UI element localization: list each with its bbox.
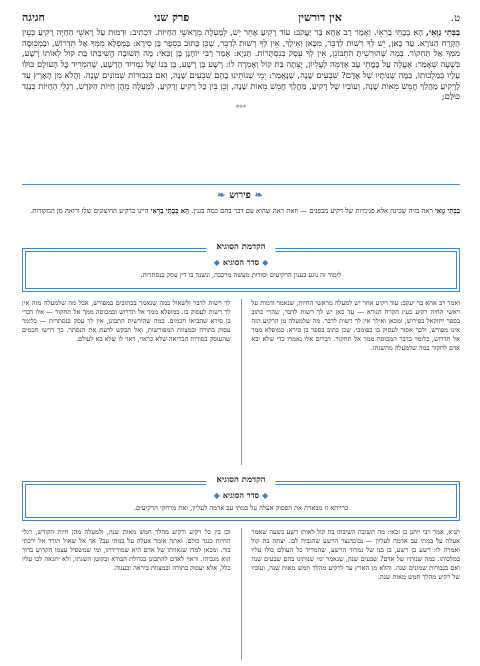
intro-box-title: הקדמת הסוגיא	[206, 241, 275, 252]
chapter-name: אין דורשין	[298, 11, 342, 24]
commentary-columns-1	[22, 299, 460, 465]
pirush-dibur1: בַבְּתֵי גַוָּאֵי	[435, 207, 460, 215]
commentary-col-right: ואמר רב אחא בר יעקב: עוד רקיע אחר יש למעלה מראשי החיות, שנאמר ודמות על ראשי החיה רקיע כעין הקרח הנורא — עד כאן יש לך רשות לדבר, שהרי כתוב בספר יחזקאל בפירוש, ומכאן ואילך אין לך רשות לדבר. מה שלמעלה מן הרקיע הזה אינו מפורש, ולכך אסור לעסוק בו בפומבי. שכן כתוב בספר בן סירא: במופלא ממך אל תדרוש, כלומר בדבר המכוסה ממך אל תחקור. דברים אלו נאמרו כדי שלא יבא אדם לחקור במה שלמעלה מהשגתו.	[251, 299, 460, 353]
commentary-col-left: וכן בין כל רקיע ורקיע מהלך חמש מאות שנה, ולמעלה מהן חיות הקודש, רגלי החיות כנגד כולם. ואתה אומר אעלה על במתי עב? אך אל שאול תורד אל ירכתי בור. ומכאן למדו שגאוותו של אדם היא שמורידתו, ומי שמשפיל עצמו הקדוש ברוך הוא מגביהו. וראוי לאדם להתבונן בגדולת הבורא ובקוטן השגתו, ולא יתגאה לבו עליו כלל, אלא יעסוק בתורה ובמצוות ביראה ובענוה.	[22, 528, 231, 573]
commentary-col-left: לך רשות לדבר ולשאול במה שנאמר בכתובים במפורש, אבל מה שלמעלה מזה אין לך רשות לעסוק בו. במופלא ממך אל תדרוש ובמכוסה ממך אל תחקור — אלו דברי בן סירא שהביאו חכמים. במה שהורשית התבונן, אין לך עסק בנסתרות — כלומר עסוק בתורה ובמצוות המפורשות, ואל תבקש לדעת את הנסתר. כך דרשו חכמים שהעוסק בסודות הבריאה שלא כראוי, ראוי לו שלא בא לעולם.	[22, 299, 231, 344]
commentary-col-right: תניא, אמר רבי יוחנן בן זכאי: מה תשובה השיבתו בת קול לאותו רשע בשעה שאמר אעלה על במתי עב אדמה לעליון — נבוכדנצר הרשע שהגביה לבו. יצתה בת קול ואמרה לו: רשע בן רשע, בן בנו של נמרוד הרשע, שהמריד כל העולם כולו עליו במלכותו. כמה שנותיו של אדם? שבעים שנה, שנאמר ימי שנותינו בהם שבעים שנה ואם בגבורות שמונים שנה. והלא מן הארץ עד לרקיע מהלך חמש מאות שנה, ועוביו של רקיע מהלך חמש מאות שנה.	[251, 528, 460, 582]
divider-line	[22, 184, 460, 185]
perek-label: פרק שני	[153, 11, 190, 24]
pirush-title: פירוש	[229, 190, 251, 201]
intro-box-subtitle: ◆סדר הסוגיא◆	[213, 257, 269, 267]
masechet-name: חגיגה	[22, 11, 45, 24]
column-divider	[241, 528, 242, 660]
page-number: ט.	[450, 13, 460, 24]
intro-box-subtitle: ◆סדר הסוגיא◆	[213, 490, 269, 500]
intro-box-2	[22, 475, 460, 521]
intro-box-1	[22, 242, 460, 292]
pirush-dibur2: הָא בְבָתֵּי בַרְאֵי	[150, 207, 189, 215]
commentary-columns-2	[22, 528, 460, 660]
main-gemara-text	[22, 27, 460, 177]
subtitle-text: סדר הסוגיא	[222, 257, 260, 267]
intro-box-title: הקדמת הסוגיא	[206, 474, 275, 485]
intro-box-note: לימוד זה נוגע בענין הרקיעים וסודות מעשה מרכבה, ונשנה בו דין עסק בנסתרות.	[140, 271, 342, 279]
pirush-text1: ראה בזיה שכינה אלא פנימיות של רקיע מבפנים — וזאת ראה שהוא עם דבר בהם כמה בגנין.	[191, 207, 433, 215]
ornament-icon: ❧	[217, 190, 226, 201]
subtitle-text: סדר הסוגיא	[222, 490, 260, 500]
pirush-heading	[0, 190, 480, 201]
main-text-opening: בַבְּתֵי גַוָּאֵי,	[426, 27, 460, 37]
page-header	[22, 6, 460, 24]
column-divider	[241, 299, 242, 465]
intro-box-note: ברייתא זו מבארת את הפסוק אעלה על במתי עב אדמה לעליון, ואת מרחקי הרקיעים.	[133, 504, 349, 512]
pirush-text2: היינו ברקיע החיצונים שלו ורואה מן המקורות.	[30, 207, 149, 215]
ornament-icon: ❧	[254, 190, 263, 201]
main-text-body: הָא בְבָתֵּי בַרְאֵי. וְאָמַר רַב אַחָא בַּר יַעֲקֹב: עוֹד רָקִיעַ אַחֵר יֵשׁ, לְמַעְלָה מֵרָאשֵׁי הַחַיּוֹת. דִּכְתִיב: וּדְמוּת עַל רָאשֵׁי הַחַיָּה רָקִיעַ כְּעֵין הַקֶּרַח הַנּוֹרָא. עַד כָּאן, יֵשׁ לְךָ רְשׁוּת לְדַבֵּר, מִכָּאן וְאֵילָךְ, אֵין לְךָ רְשׁוּת לְדַבֵּר, שֶׁכֵּן כָּתוּב בְּסֵפֶר בֶּן סִירָא: בַּמֻּפְלָא מִמְּךָ אַל תִּדְרוֹשׁ, וּבַמְכוּסֶה מִמְּךָ אַל תַּחְקוֹר. בְּמַה שֶּׁהוּרְשֵׁיתָ הִתְבּוֹנֵן, אֵין לְךָ עֵסֶק בְּנִסְתָּרוֹת. תַּנְיָא: אָמַר רַבִּי יוֹחָנָן בֶּן זַכַּאי: מַה תְּשׁוּבָה הֱשִׁיבַתּוּ בַּת קוֹל לְאוֹתוֹ רָשָׁע, בְּשָׁעָה שֶׁאָמַר: אֶעֱלֶה עַל בָּמֳתֵי עָב אֶדַּמֶּה לְעֶלְיוֹן, יָצְתָה בַּת קוֹל וְאָמְרָה לוֹ: רָשָׁע בֶּן רָשָׁע, בֶּן בְּנוֹ שֶׁל נִמְרוֹד הָרָשָׁע, שֶׁהִמְרִיד כָּל הָעוֹלָם כּוּלּוֹ עָלָיו בְּמַלְכוּתוֹ, כַּמָּה שְׁנוֹתָיו שֶׁל אָדָם? שִׁבְעִים שָׁנָה, שֶׁנֶּאֱמַר: יְמֵי שְׁנוֹתֵינוּ בָהֶם שִׁבְעִים שָׁנָה, וְאִם בִּגְבוּרוֹת שְׁמוֹנִים שָׁנָה. וַהֲלֹא מִן הָאָרֶץ עַד לָרָקִיעַ מַהֲלַךְ חֲמֵשׁ מֵאוֹת שָׁנָה, וְעוֹבְיוֹ שֶׁל רָקִיעַ, מַהֲלַךְ חֲמֵשׁ מֵאוֹת שָׁנָה, וְכֵן בֵּין כָּל רָקִיעַ וְרָקִיעַ, לְמַעְלָה מֵהֶן חַיּוֹת הַקֹּדֶשׁ, רַגְלֵי הַחַיּוֹת כְּנֶגֶד כּוּלָּם;	[22, 27, 460, 102]
end-mark: ***	[235, 103, 247, 112]
pirush-text	[22, 207, 460, 237]
